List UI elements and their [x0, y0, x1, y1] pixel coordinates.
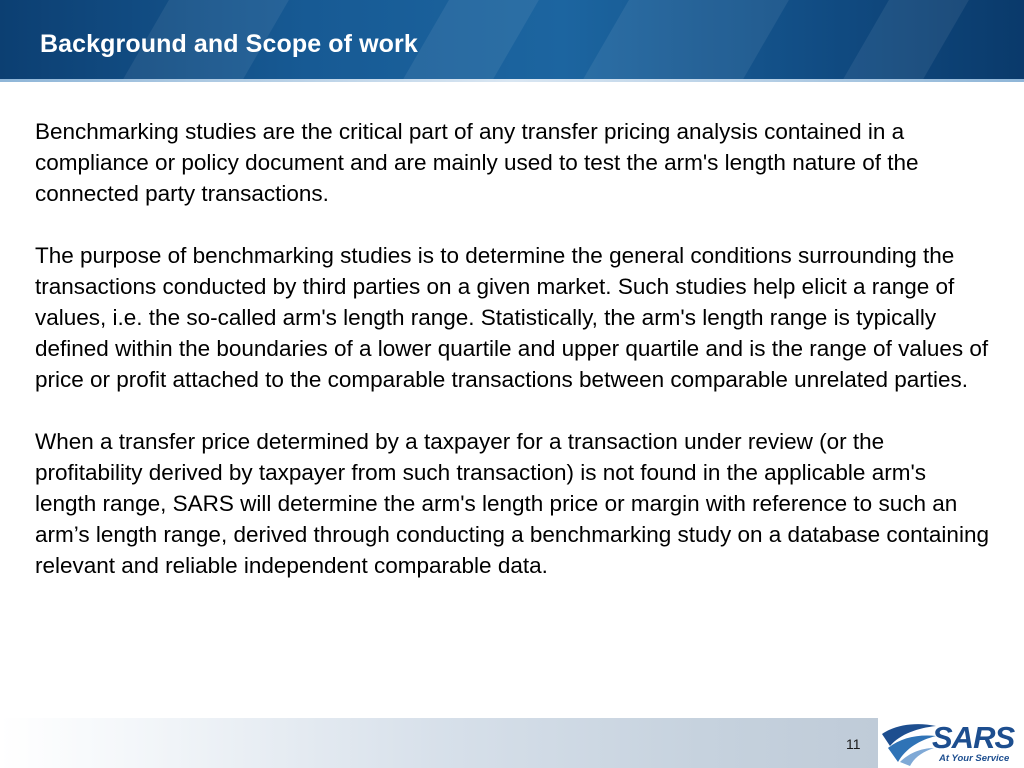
paragraph-2: The purpose of benchmarking studies is to determine the general conditions surrounding the transactions conducted by third parties on a given market. Such studies help elicit a range of values, i.e. the so-called arm's length range. Statistically, the arm's length range is typically defined within the boundaries of a lower quartile and upper quartile and is the range of values of price or profit attached to the comparable transactions between comparable unrelated parties.: [35, 243, 989, 392]
logo-wordmark: SARS: [932, 720, 1015, 755]
slide-body: [35, 116, 990, 612]
logo-tagline: At Your Service: [939, 753, 1010, 764]
footer-bar: [0, 718, 878, 768]
footer: [0, 718, 1024, 768]
slide-title: Background and Scope of work: [40, 30, 418, 58]
page-number: 11: [846, 736, 861, 752]
header-banner: [0, 0, 1024, 82]
sars-swoosh-icon: [878, 718, 938, 768]
paragraph-3: When a transfer price determined by a taxpayer for a transaction under review (or the profitability derived by taxpayer from such transaction) is not found in the applicable arm's length range, SARS will determine the arm's length price or margin with reference to such an arm’s length range, derived through conducting a benchmarking study on a database containing relevant and reliable independent comparable data.: [35, 429, 989, 578]
paragraph-1: Benchmarking studies are the critical part of any transfer pricing analysis contained in a compliance or policy document and are mainly used to test the arm's length nature of the connected party transactions.: [35, 119, 919, 206]
sars-logo: [878, 718, 1024, 768]
